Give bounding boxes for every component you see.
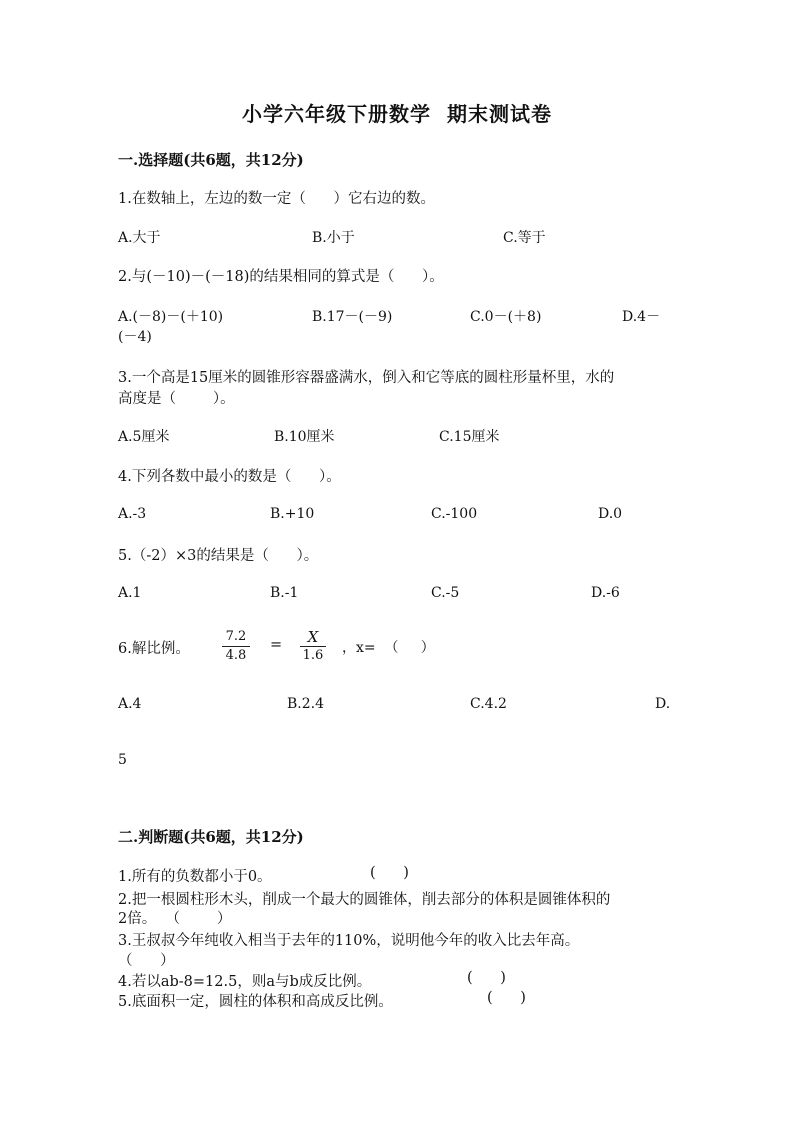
q6-option-a: A.4 <box>118 696 142 712</box>
q3-option-a: A.5厘米 <box>118 429 170 445</box>
q4-option-a: A.-3 <box>118 506 147 522</box>
q2-option-c: C.0－(＋8) <box>470 309 542 325</box>
fraction-numerator: 7.2 <box>225 629 247 644</box>
q2-option-d-continued: (－4) <box>118 329 152 345</box>
question-1-stem: 1.在数轴上，左边的数一定（ ）它右边的数。 <box>118 191 435 207</box>
q5-option-a: A.1 <box>118 585 142 601</box>
q2-option-d: D.4－ <box>622 309 661 325</box>
tf-item-5-text: 5.底面积一定，圆柱的体积和高成反比例。 <box>118 994 393 1010</box>
tf-item-4-text: 4.若以ab-8=12.5，则a与b成反比例。 <box>118 974 372 990</box>
tf-item-2-line2: 2倍。 （ ） <box>118 911 232 927</box>
q1-option-a: A.大于 <box>118 230 161 246</box>
fraction-x-over-1-6 <box>300 629 326 664</box>
q4-option-c: C.-100 <box>431 506 478 522</box>
tf-item-1-answer-paren: ( ) <box>370 865 409 881</box>
q6-option-c: C.4.2 <box>470 696 507 712</box>
fraction-numerator: X <box>307 628 319 646</box>
fraction-bar <box>300 646 326 647</box>
tf-item-4-answer-paren: ( ) <box>467 970 506 986</box>
question-3-stem-line1: 3.一个高是15厘米的圆锥形容器盛满水，倒入和它等底的圆柱形量杯里，水的 <box>118 370 615 386</box>
fraction-denominator: 4.8 <box>225 648 247 663</box>
question-3-stem-line2: 高度是（ ）。 <box>118 391 235 407</box>
q4-option-b: B.+10 <box>270 506 315 522</box>
q5-option-d: D.-6 <box>591 585 620 601</box>
q6-option-d-continued: 5 <box>118 752 127 768</box>
section-heading-choice: 一.选择题(共6题，共12分) <box>118 151 304 169</box>
q2-option-a: A.(－8)－(＋10) <box>118 309 224 325</box>
q2-option-b: B.17－(－9) <box>312 309 393 325</box>
equals-sign: = <box>270 637 283 653</box>
question-4-stem: 4.下列各数中最小的数是（ ）。 <box>118 469 341 485</box>
fraction-denominator: 1.6 <box>302 648 324 663</box>
page-title: 小学六年级下册数学 期末测试卷 <box>242 102 552 126</box>
question-2-stem: 2.与(－10)－(－18)的结果相同的算式是（ ）。 <box>118 269 444 285</box>
section-heading-true-false: 二.判断题(共6题，共12分) <box>118 828 304 846</box>
tf-item-3-line1: 3.王叔叔今年纯收入相当于去年的110%，说明他今年的收入比去年高。 <box>118 933 580 949</box>
q3-option-b: B.10厘米 <box>274 429 335 445</box>
question-6-prefix: 6.解比例。 <box>118 641 190 657</box>
fraction-7-2-over-4-8 <box>222 629 250 664</box>
q6-option-b: B.2.4 <box>287 696 325 712</box>
q3-option-c: C.15厘米 <box>439 429 500 445</box>
q1-option-c: C.等于 <box>503 230 546 246</box>
tf-item-5-answer-paren: ( ) <box>487 990 526 1006</box>
question-6-suffix: ，x= （ ） <box>342 640 435 656</box>
q1-option-b: B.小于 <box>312 230 355 246</box>
q5-option-c: C.-5 <box>431 585 460 601</box>
tf-item-1-text: 1.所有的负数都小于0。 <box>118 869 272 885</box>
question-5-stem: 5.（-2）×3的结果是（ ）。 <box>118 548 319 564</box>
fraction-bar <box>222 646 250 647</box>
tf-item-2-line1: 2.把一根圆柱形木头，削成一个最大的圆锥体，削去部分的体积是圆锥体积的 <box>118 892 611 908</box>
q6-option-d: D. <box>655 696 671 712</box>
q4-option-d: D.0 <box>598 506 623 522</box>
q5-option-b: B.-1 <box>270 585 299 601</box>
tf-item-3-line2: （ ） <box>118 953 175 969</box>
